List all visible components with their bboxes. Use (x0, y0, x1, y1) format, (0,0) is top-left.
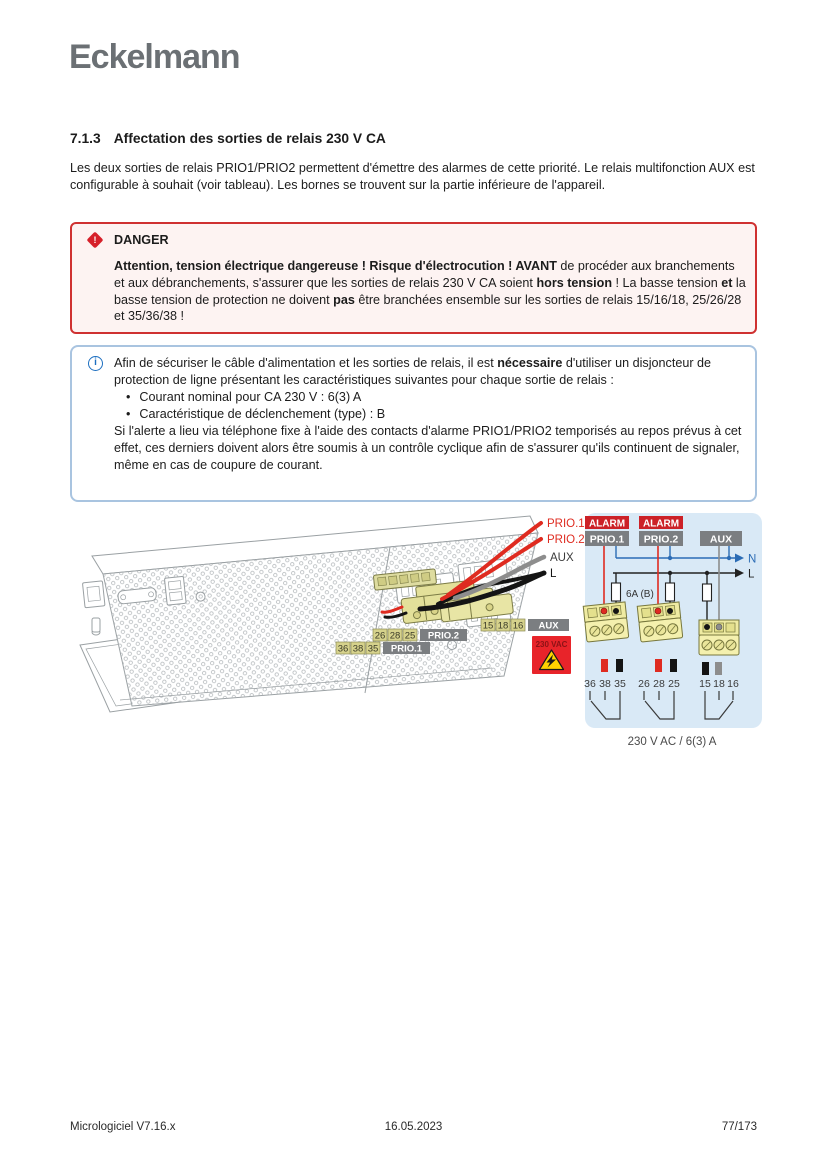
terminal-number: 25 (404, 630, 416, 642)
terminal-number: 26 (638, 678, 650, 690)
wiring-diagram (60, 510, 770, 760)
bullet-icon: • (126, 407, 131, 421)
eckelmann-logo: Eckelmann (69, 38, 240, 76)
n-label: N (748, 553, 757, 566)
info-seg: d'utiliser un disjoncteur de protection de ligne présentant les caractéristiques suivantes pour chaque sortie de relais : (114, 356, 712, 387)
panel-terminal-numbers (584, 678, 739, 690)
danger-seg: pas (333, 292, 355, 307)
wire-labels (547, 518, 585, 580)
terminal-number: 28 (389, 630, 401, 642)
info-bullet-list (126, 389, 744, 423)
schematic-panel (583, 513, 762, 748)
terminal-number: 18 (497, 620, 509, 632)
danger-seg: Attention, tension électrique dangereuse ! Risque d'électrocution ! AVANT (114, 259, 557, 273)
prio2-label: PRIO.2 (643, 533, 679, 546)
danger-box (70, 222, 757, 334)
info-seg: nécessaire (497, 356, 563, 370)
wire-label-l: L (550, 568, 557, 580)
sticker-text: 230 VAC (535, 640, 568, 649)
terminal-number: 16 (727, 678, 739, 690)
section-number: 7.1.3 (70, 131, 101, 146)
info-lead (114, 355, 744, 389)
prio1-label: PRIO.1 (589, 533, 625, 546)
list-item (126, 389, 744, 406)
footer-date: 16.05.2023 (384, 1121, 443, 1133)
terminal-row-label: PRIO.2 (427, 630, 460, 642)
bullet-text: Courant nominal pour CA 230 V : 6(3) A (139, 390, 362, 404)
terminal-number: 36 (584, 678, 596, 690)
wire-label-prio1: PRIO.1 (547, 518, 585, 530)
terminal-row-label: AUX (538, 620, 559, 632)
terminal-number: 38 (599, 678, 611, 690)
terminal-number: 35 (367, 643, 379, 655)
info-box (70, 345, 757, 502)
intro-paragraph: Les deux sorties de relais PRIO1/PRIO2 permettent d'émettre des alarmes de cette priorité. Le relais multifonction AUX est configurable à souhait (voir tableau). Les bornes se trouvent sur la partie inférieure de l'appareil. (70, 161, 755, 192)
section-heading (70, 131, 760, 146)
terminal-number: 26 (374, 630, 386, 642)
danger-header (89, 233, 169, 247)
terminal-row-prio1 (336, 642, 430, 655)
terminal-row-prio2 (373, 629, 467, 642)
info-text (114, 355, 744, 474)
l-label: L (748, 568, 755, 581)
terminal-number: 16 (512, 620, 524, 632)
list-item (126, 406, 744, 423)
danger-seg: de procéder aux branchements et aux débranchements, s'assurer que les sorties de relais 230 V CA soient (114, 259, 735, 290)
bullet-icon: • (126, 390, 131, 404)
info-circle-icon: i (88, 356, 103, 371)
aux-label: AUX (709, 533, 733, 546)
footer-page-number: 77/173 (721, 1121, 757, 1133)
danger-seg: la basse tension de protection ne doivent (114, 275, 746, 307)
footer-firmware: Micrologiciel V7.16.x (70, 1121, 176, 1133)
high-voltage-sticker (532, 636, 571, 674)
danger-seg: hors tension (536, 275, 613, 290)
danger-text (114, 258, 746, 325)
section-title: Affectation des sorties de relais 230 V CA (113, 131, 386, 146)
terminal-number: 25 (668, 678, 680, 690)
terminal-number: 15 (699, 678, 711, 690)
danger-seg: ! La basse tension (612, 275, 722, 290)
wire-label-prio2: PRIO.2 (547, 534, 585, 546)
bullet-text: Caractéristique de déclenchement (type) : B (139, 407, 386, 421)
fuse-label: 6A (B) (626, 589, 654, 600)
terminal-number: 18 (713, 678, 725, 690)
terminal-number: 36 (337, 643, 349, 655)
wire-label-aux: AUX (550, 552, 574, 564)
danger-title: DANGER (114, 233, 169, 247)
danger-seg: et (721, 275, 733, 290)
terminal-row-label: PRIO.1 (390, 643, 423, 655)
terminal-number: 28 (653, 678, 665, 690)
panel-caption: 230 V AC / 6(3) A (627, 736, 717, 748)
diagram-svg (60, 510, 770, 760)
terminal-number: 38 (352, 643, 364, 655)
terminal-number: 35 (614, 678, 626, 690)
terminal-number: 15 (482, 620, 494, 632)
terminal-row-aux (481, 619, 569, 632)
info-tail: Si l'alerte a lieu via téléphone fixe à l'aide des contacts d'alarme PRIO1/PRIO2 temporisés au repos prévus à cet effet, ces derniers doivent alors être soumis à un contrôle cyclique afin de s'assurer qu'ils continuent de signaler, même en cas de coupure de courant. (114, 424, 742, 472)
info-seg: Afin de sécuriser le câble d'alimentation et les sorties de relais, il est (114, 356, 498, 370)
alarm-label: ALARM (642, 518, 680, 530)
diamond-exclamation-icon: ! (87, 232, 104, 249)
alarm-label: ALARM (588, 518, 626, 530)
danger-seg: être branchées ensemble sur les sorties de relais 15/16/18, 25/26/28 et 35/36/38 ! (114, 292, 742, 324)
